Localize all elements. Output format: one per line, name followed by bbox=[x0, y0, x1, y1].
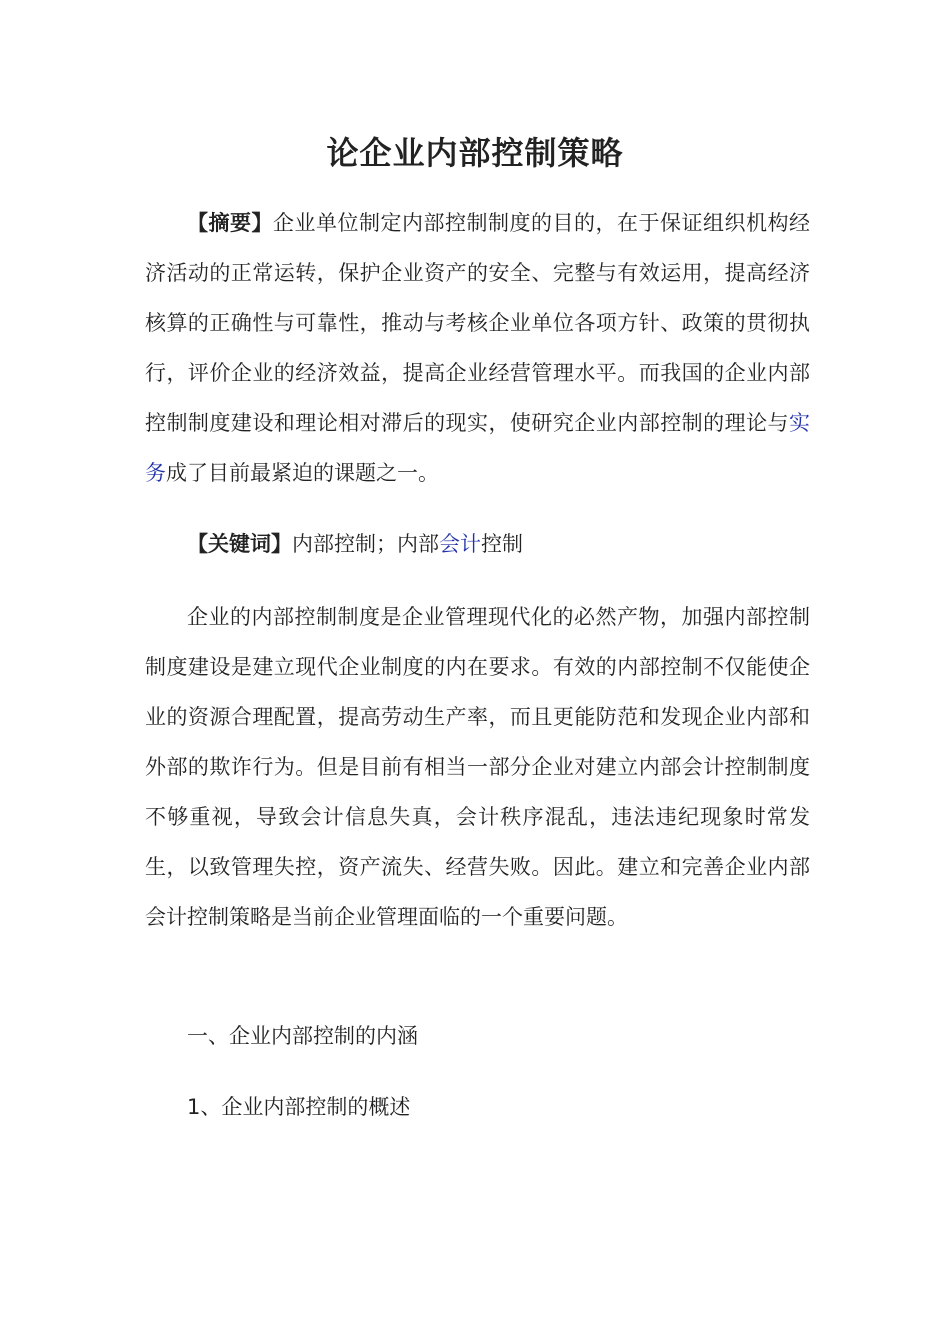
abstract-text-end: 成了目前最紧迫的课题之一。 bbox=[166, 461, 439, 485]
keywords-paragraph bbox=[145, 519, 810, 569]
document-title: 论企业内部控制策略 bbox=[326, 134, 624, 172]
abstract-link-practice[interactable]: 实务 bbox=[145, 411, 810, 485]
abstract-text: 企业单位制定内部控制制度的目的，在于保证组织机构经济活动的正常运转，保护企业资产的安全、完整与有效运用，提高经济核算的正确性与可靠性，推动与考核企业单位各项方针、政策的贯彻执行，评价企业的经济效益，提高企业经营管理水平。而我国的企业内部控制制度建设和理论相对滞后的现实，使研究企业内部控制的理论与 bbox=[145, 211, 810, 435]
keywords-link-accounting[interactable]: 会计 bbox=[439, 532, 481, 556]
section-heading: 一、企业内部控制的内涵 bbox=[187, 1024, 418, 1048]
keywords-text-end: 控制 bbox=[481, 532, 523, 556]
keywords-text: 内部控制；内部 bbox=[292, 532, 439, 556]
abstract-paragraph bbox=[145, 198, 810, 498]
abstract-label: 【摘要】 bbox=[187, 211, 273, 235]
subsection-heading: 1、企业内部控制的概述 bbox=[187, 1095, 411, 1119]
keywords-label: 【关键词】 bbox=[187, 532, 292, 556]
body-paragraph: 企业的内部控制制度是企业管理现代化的必然产物，加强内部控制制度建设是建立现代企业制度的内在要求。有效的内部控制不仅能使企业的资源合理配置，提高劳动生产率，而且更能防范和发现企业内部和外部的欺诈行为。但是目前有相当一部分企业对建立内部会计控制制度不够重视，导致会计信息失真，会计秩序混乱，违法违纪现象时常发生，以致管理失控，资产流失、经营失败。因此。建立和完善企业内部会计控制策略是当前企业管理面临的一个重要问题。 bbox=[145, 605, 810, 929]
